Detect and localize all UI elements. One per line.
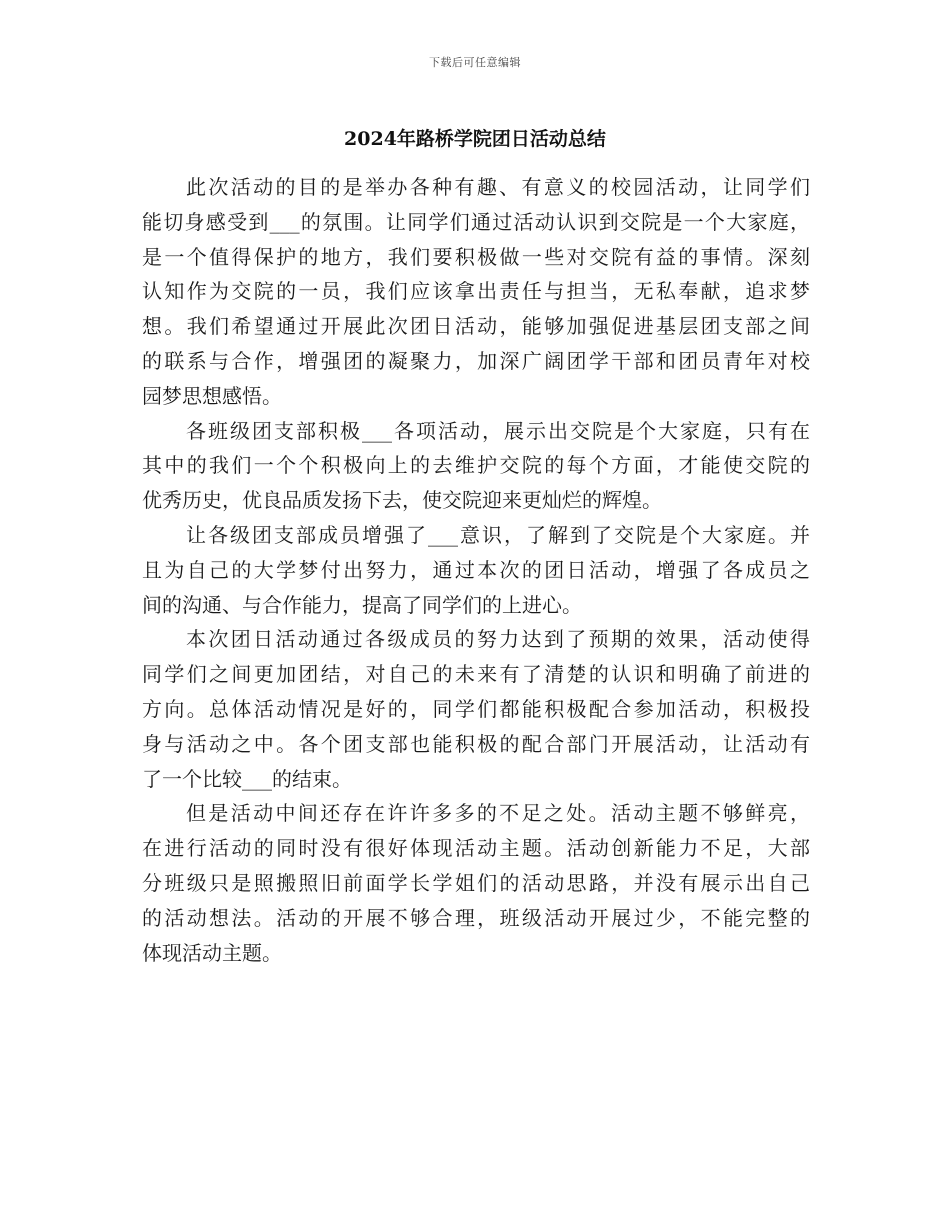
paragraph-line: 园梦思想感悟。 — [142, 383, 282, 408]
paragraph-line: 体现活动主题。 — [142, 940, 282, 965]
paragraph-line: 但是活动中间还存在许许多多的不足之处。活动主题不够鲜亮， — [186, 801, 810, 826]
paragraph-line: 各班级团支部积极___各项活动，展示出交院是个大家庭，只有在 — [186, 418, 810, 443]
paragraph-line: 身与活动之中。各个团支部也能积极的配合部门开展活动，让活动有 — [142, 731, 810, 756]
paragraph-line: 且为自己的大学梦付出努力，通过本次的团日活动，增强了各成员之 — [142, 557, 810, 582]
paragraph-line: 此次活动的目的是举办各种有趣、有意义的校园活动，让同学们 — [186, 175, 810, 199]
paragraph-5 — [142, 796, 810, 970]
paragraph-line: 在进行活动的同时没有很好体现活动主题。活动创新能力不足，大部 — [142, 836, 810, 861]
paragraph-line: 方向。总体活动情况是好的，同学们都能积极配合参加活动，积极投 — [142, 696, 810, 721]
document-body — [142, 170, 810, 970]
paragraph-line: 同学们之间更加团结，对自己的未来有了清楚的认识和明确了前进的 — [142, 662, 810, 687]
paragraph-line: 想。我们希望通过开展此次团日活动，能够加强促进基层团支部之间 — [142, 314, 810, 339]
page-header-note: 下载后可任意编辑 — [429, 56, 521, 69]
paragraph-line: 其中的我们一个个积极向上的去维护交院的每个方面，才能使交院的 — [142, 453, 810, 478]
paragraph-line: 分班级只是照搬照旧前面学长学姐们的活动思路，并没有展示出自己 — [142, 870, 810, 895]
paragraph-line: 认知作为交院的一员，我们应该拿出责任与担当，无私奉献，追求梦 — [142, 279, 810, 304]
paragraph-line: 间的沟通、与合作能力，提高了同学们的上进心。 — [142, 592, 582, 617]
paragraph-line: 优秀历史，优良品质发扬下去，使交院迎来更灿烂的辉煌。 — [142, 488, 662, 513]
paragraph-4 — [142, 622, 810, 796]
paragraph-1 — [142, 170, 810, 414]
paragraph-line: 是一个值得保护的地方，我们要积极做一些对交院有益的事情。深刻 — [142, 244, 810, 269]
paragraph-line: 的活动想法。活动的开展不够合理，班级活动开展过少，不能完整的 — [142, 905, 810, 930]
paragraph-line: 本次团日活动通过各级成员的努力达到了预期的效果，活动使得 — [186, 627, 810, 652]
paragraph-line: 了一个比较___的结束。 — [142, 766, 352, 791]
paragraph-line: 能切身感受到___的氛围。让同学们通过活动认识到交院是一个大家庭， — [142, 209, 810, 234]
paragraph-line: 让各级团支部成员增强了___意识，了解到了交院是个大家庭。并 — [186, 522, 810, 547]
paragraph-2 — [142, 414, 810, 518]
paragraph-3 — [142, 518, 810, 622]
paragraph-line: 的联系与合作，增强团的凝聚力，加深广阔团学干部和团员青年对校 — [142, 348, 810, 373]
document-title: 2024年路桥学院团日活动总结 — [344, 128, 606, 150]
